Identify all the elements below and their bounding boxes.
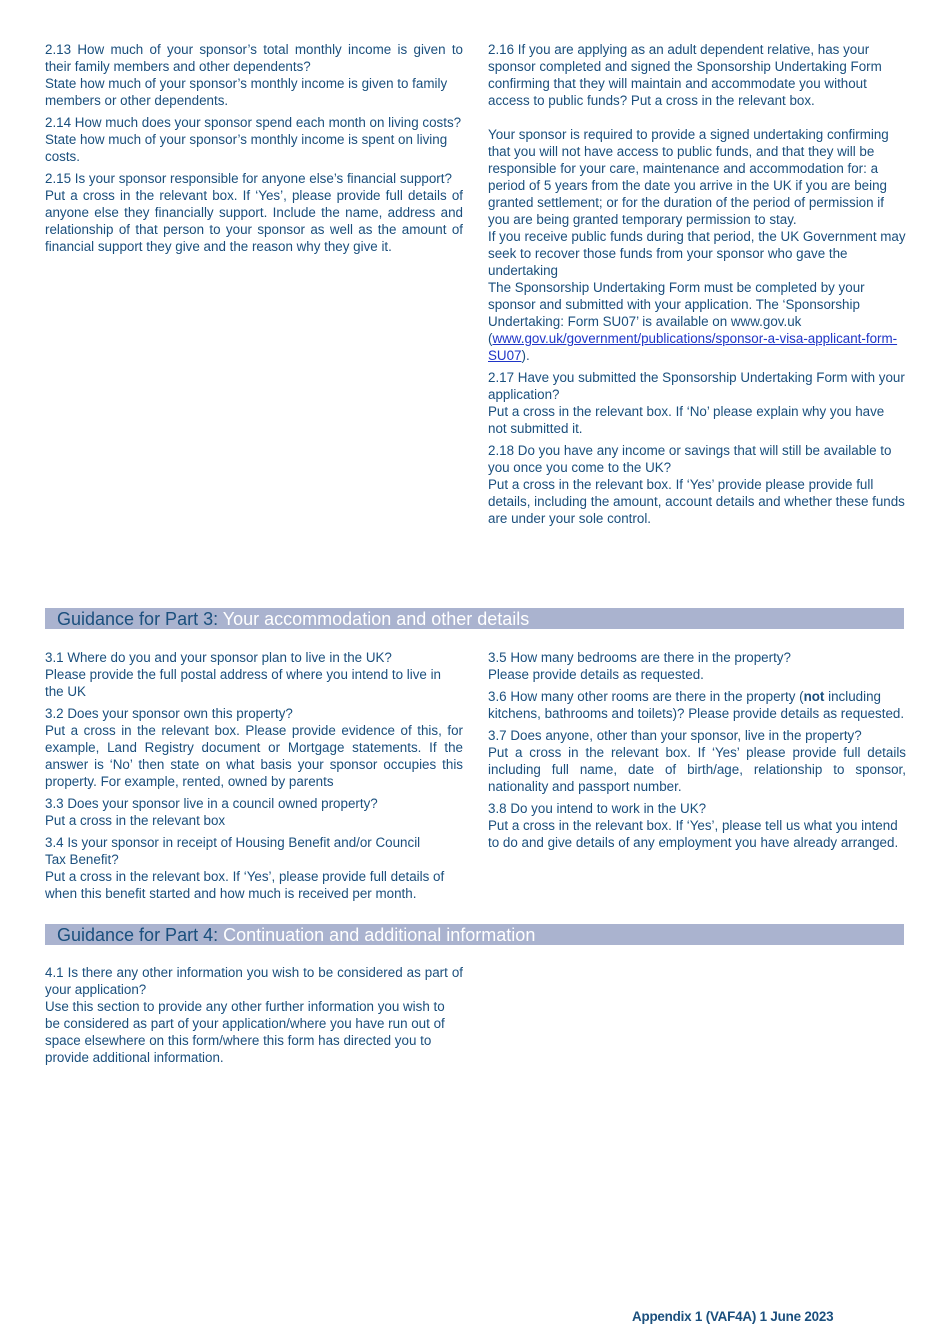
page-footer: Appendix 1 (VAF4A) 1 June 2023 bbox=[632, 1309, 834, 1324]
question-title: 3.3 Does your sponsor live in a council owned property? bbox=[45, 796, 378, 811]
question-title: 3.5 How many bedrooms are there in the property? bbox=[488, 650, 791, 665]
question-title: 2.13 How much of your sponsor’s total monthly income is given to their family members and other dependents? bbox=[45, 42, 463, 74]
question-3-7 bbox=[488, 727, 906, 795]
question-title: 3.1 Where do you and your sponsor plan to live in the UK? bbox=[45, 650, 392, 665]
question-guidance: Put a cross in the relevant box. If ‘Yes’, please provide full details of when this benefit started and how much is received per month. bbox=[45, 869, 445, 901]
question-title: 3.2 Does your sponsor own this property? bbox=[45, 706, 293, 721]
spacer bbox=[488, 109, 906, 126]
part2-left-column bbox=[45, 41, 463, 260]
question-3-3 bbox=[45, 795, 463, 829]
question-guidance: Put a cross in the relevant box. If ‘Yes’ please provide full details including full name, date of birth/age, relationship to sponsor, nationality and passport number. bbox=[488, 745, 906, 794]
question-guidance: Use this section to provide any other further information you wish to be considered as part of your application/where you have run out of space elsewhere on this form/where this form has directed you to provide additional information. bbox=[45, 999, 445, 1065]
title-part-a: 3.6 How many other rooms are there in the property ( bbox=[488, 689, 804, 704]
part3-left-column bbox=[45, 649, 463, 907]
question-3-6 bbox=[488, 688, 906, 722]
question-guidance: Put a cross in the relevant box. Please provide evidence of this, for example, Land Registry document or Mortgage statements. If the answer is ‘No’ then state on what basis your sponsor occupies this property. For example, rented, owned by parents bbox=[45, 723, 463, 789]
paragraph: Your sponsor is required to provide a signed undertaking confirming that you will not have access to public funds, and that they will be responsible for your care, maintenance and accommodation for: a period of 5 years from the date you arrive in the UK if you are being granted settlement; or for the duration of the period of permission if you are being granted temporary permission to stay. bbox=[488, 127, 889, 227]
paragraph bbox=[488, 279, 906, 364]
question-title: 4.1 Is there any other information you wish to be considered as part of your application? bbox=[45, 965, 463, 997]
part3-right-column bbox=[488, 649, 906, 856]
question-title: 2.14 How much does your sponsor spend each month on living costs? bbox=[45, 115, 462, 130]
part3-section-header bbox=[45, 608, 904, 629]
question-3-2 bbox=[45, 705, 463, 790]
question-guidance: Put a cross in the relevant box. If ‘No’ please explain why you have not submitted it. bbox=[488, 404, 885, 436]
question-title: 3.4 Is your sponsor in receipt of Housing Benefit and/or Council Tax Benefit? bbox=[45, 835, 421, 867]
section-prefix: Guidance for Part 3: bbox=[57, 609, 219, 629]
question-2-14 bbox=[45, 114, 463, 165]
question-guidance: State how much of your sponsor’s monthly income is given to family members or other dependents. bbox=[45, 76, 448, 108]
question-guidance: Please provide the full postal address of where you intend to live in the UK bbox=[45, 667, 442, 699]
question-3-4 bbox=[45, 834, 463, 902]
part4-left-column bbox=[45, 964, 463, 1071]
paragraph-end: ). bbox=[521, 348, 530, 363]
question-title: 3.7 Does anyone, other than your sponsor, live in the property? bbox=[488, 728, 862, 743]
paragraph-text: The Sponsorship Undertaking Form must be completed by your sponsor and submitted with your application. The ‘Sponsorship Undertaking: Form SU07’ is available on www.gov.uk ( bbox=[488, 280, 865, 346]
question-title: 3.8 Do you intend to work in the UK? bbox=[488, 801, 707, 816]
question-title: 2.17 Have you submitted the Sponsorship Undertaking Form with your application? bbox=[488, 370, 905, 402]
question-title: 2.16 If you are applying as an adult dependent relative, has your sponsor completed and signed the Sponsorship Undertaking Form confirming that they will maintain and accommodate you without access to public funds? Put a cross in the relevant box. bbox=[488, 42, 882, 108]
title-part-b: including kitchens, bathrooms and toilets)? Please provide details as requested. bbox=[488, 689, 905, 721]
question-2-18 bbox=[488, 442, 906, 527]
title-emphasis: not bbox=[803, 689, 825, 704]
question-2-16 bbox=[488, 41, 906, 364]
question-guidance: Put a cross in the relevant box. If ‘Yes’, please provide full details of anyone else they financially support. Include the name, address and relationship of that person to your sponsor as well as the amount of financial support they give and the reason why they give it. bbox=[45, 188, 463, 254]
part2-right-column bbox=[488, 41, 906, 532]
question-title bbox=[488, 688, 906, 722]
question-guidance: Put a cross in the relevant box. If ‘Yes’ provide please provide full details, including the amount, account details and whether these funds are under your sole control. bbox=[488, 477, 905, 526]
section-prefix: Guidance for Part 4: bbox=[57, 925, 219, 945]
part4-section-header bbox=[45, 924, 904, 945]
su07-form-link[interactable]: www.gov.uk/government/publications/sponsor-a-visa-applicant-form-SU07 bbox=[488, 331, 898, 363]
paragraph: If you receive public funds during that period, the UK Government may seek to recover those funds from your sponsor who gave the undertaking bbox=[488, 229, 906, 278]
question-2-13 bbox=[45, 41, 463, 109]
section-subtitle: Continuation and additional information bbox=[223, 925, 536, 945]
question-3-5 bbox=[488, 649, 906, 683]
question-guidance: Please provide details as requested. bbox=[488, 667, 704, 682]
question-guidance: Put a cross in the relevant box bbox=[45, 813, 226, 828]
question-4-1 bbox=[45, 964, 463, 1066]
section-subtitle: Your accommodation and other details bbox=[222, 609, 530, 629]
question-guidance: State how much of your sponsor’s monthly income is spent on living costs. bbox=[45, 132, 448, 164]
question-3-1 bbox=[45, 649, 463, 700]
question-3-8 bbox=[488, 800, 906, 851]
question-2-17 bbox=[488, 369, 906, 437]
question-guidance: Put a cross in the relevant box. If ‘Yes’, please tell us what you intend to do and give details of any employment you have already arranged. bbox=[488, 818, 899, 850]
question-title: 2.15 Is your sponsor responsible for anyone else’s financial support? bbox=[45, 171, 452, 186]
question-title: 2.18 Do you have any income or savings that will still be available to you once you come to the UK? bbox=[488, 443, 892, 475]
question-2-15 bbox=[45, 170, 463, 255]
